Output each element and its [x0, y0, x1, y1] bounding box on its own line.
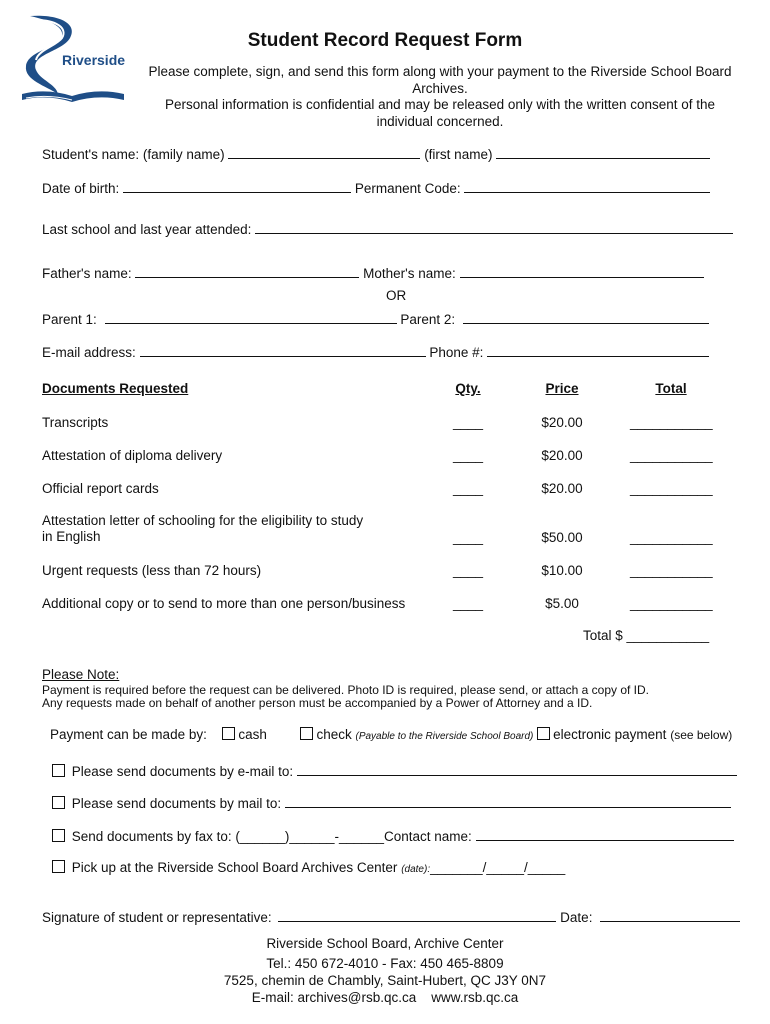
contact-row [42, 344, 709, 360]
total-header: Total [655, 381, 687, 396]
last-school-label: Last school and last year attended: [42, 222, 252, 237]
document-row-attestation-letter-line2: in English [42, 529, 101, 544]
document-row-additional-copy: Additional copy or to send to more than one person/business [42, 596, 406, 611]
qty-field[interactable]: ____ [452, 530, 484, 545]
total-field[interactable]: ___________ [630, 563, 713, 578]
footer-address: 7525, chemin de Chambly, Saint-Hubert, QC J3Y 0N7 [223, 973, 547, 988]
check-payable-note: (Payable to the Riverside School Board) [355, 731, 534, 742]
pickup-checkbox[interactable] [52, 860, 65, 873]
email-field[interactable] [140, 344, 426, 357]
check-label: check [316, 727, 352, 742]
father-name-label: Father's name: [42, 266, 132, 281]
dob-label: Date of birth: [42, 181, 120, 196]
qty-field[interactable]: ____ [452, 563, 484, 578]
student-name-row [42, 146, 710, 162]
date-field[interactable] [600, 909, 740, 922]
note-heading: Please Note: [42, 667, 120, 682]
parent-row [42, 311, 709, 327]
payment-row [50, 727, 732, 742]
first-name-label: (first name) [424, 147, 493, 162]
family-name-label: Student's name: (family name) [42, 147, 225, 162]
documents-header: Documents Requested [42, 381, 189, 396]
electronic-label: electronic payment [553, 727, 667, 742]
email-delivery-field[interactable] [297, 763, 737, 776]
qty-field[interactable]: ____ [452, 481, 484, 496]
check-checkbox[interactable] [300, 727, 313, 740]
page-title: Student Record Request Form [247, 30, 523, 51]
footer-contact[interactable]: E-mail: archives@rsb.qc.ca www.rsb.qc.ca [251, 990, 519, 1005]
phone-field[interactable] [487, 344, 709, 357]
last-school-field[interactable] [255, 221, 733, 234]
family-name-field[interactable] [228, 146, 420, 159]
price-value: $10.00 [541, 563, 583, 578]
grand-total[interactable]: Total $ ___________ [583, 628, 710, 643]
dob-row [42, 180, 710, 196]
document-row-diploma: Attestation of diploma delivery [42, 448, 223, 463]
date-label: Date: [560, 910, 593, 925]
document-row-urgent: Urgent requests (less than 72 hours) [42, 563, 262, 578]
parent1-field[interactable] [105, 311, 397, 324]
parent2-label: Parent 2: [400, 312, 456, 327]
email-delivery-label: Please send documents by e-mail to: [71, 764, 294, 779]
qty-field[interactable]: ____ [452, 448, 484, 463]
contact-name-field[interactable] [476, 828, 734, 841]
parent1-label: Parent 1: [42, 312, 97, 327]
mail-delivery-checkbox[interactable] [52, 796, 65, 809]
parent2-field[interactable] [463, 311, 709, 324]
delivery-fax-row [52, 828, 734, 844]
note-line-1: Payment is required before the request can be delivered. Photo ID is required, please send, or attach a copy of ID. [42, 683, 650, 697]
riverside-logo [16, 12, 134, 108]
qty-field[interactable]: ____ [452, 415, 484, 430]
document-row-report-cards: Official report cards [42, 481, 159, 496]
permanent-code-label: Permanent Code: [354, 181, 461, 196]
payment-label: Payment can be made by: [50, 727, 207, 742]
pickup-date-label: (date): [401, 864, 431, 875]
pickup-date-field[interactable]: _______/_____/_____ [430, 860, 566, 875]
qty-header: Qty. [455, 381, 481, 396]
parents-row [42, 265, 704, 281]
total-field[interactable]: ___________ [630, 415, 713, 430]
signature-label: Signature of student or representative: [42, 910, 272, 925]
delivery-pickup-row [52, 860, 565, 875]
price-value: $50.00 [541, 530, 583, 545]
fax-delivery-label: Send documents by fax to: (______)______-______Contact name: [71, 829, 472, 844]
intro-line-1: Please complete, sign, and send this form along with your payment to the Riverside School Board Archives. [148, 64, 732, 96]
mother-name-field[interactable] [460, 265, 704, 278]
footer-phone: Tel.: 450 672-4010 - Fax: 450 465-8809 [266, 956, 504, 971]
note-line-2: Any requests made on behalf of another person must be accompanied by a Power of Attorney and a ID. [42, 696, 593, 710]
total-field[interactable]: ___________ [630, 596, 713, 611]
signature-row [42, 909, 740, 925]
price-value: $20.00 [541, 448, 583, 463]
or-label: OR [386, 288, 407, 303]
price-value: $20.00 [541, 481, 583, 496]
total-field[interactable]: ___________ [630, 448, 713, 463]
phone-label: Phone #: [429, 345, 484, 360]
total-field[interactable]: ___________ [630, 530, 713, 545]
last-school-row [42, 221, 733, 237]
intro-line-2: Personal information is confidential and may be released only with the written consent of the individual concerned. [164, 97, 716, 129]
email-label: E-mail address: [42, 345, 136, 360]
cash-label: cash [238, 727, 267, 742]
electronic-note: (see below) [670, 728, 733, 742]
delivery-email-row [52, 763, 737, 779]
document-row-transcripts: Transcripts [42, 415, 109, 430]
price-header: Price [545, 381, 579, 396]
mail-delivery-field[interactable] [285, 795, 731, 808]
dob-field[interactable] [123, 180, 351, 193]
cash-checkbox[interactable] [222, 727, 235, 740]
intro-text [140, 64, 740, 130]
pickup-label: Pick up at the Riverside School Board Archives Center [71, 860, 398, 875]
delivery-mail-row [52, 795, 731, 811]
mail-delivery-label: Please send documents by mail to: [71, 796, 282, 811]
price-value: $20.00 [541, 415, 583, 430]
permanent-code-field[interactable] [464, 180, 710, 193]
fax-delivery-checkbox[interactable] [52, 829, 65, 842]
price-value: $5.00 [545, 596, 579, 611]
total-field[interactable]: ___________ [630, 481, 713, 496]
document-row-attestation-letter: Attestation letter of schooling for the eligibility to study [42, 513, 364, 528]
logo-text: Riverside [62, 52, 126, 68]
qty-field[interactable]: ____ [452, 596, 484, 611]
father-name-field[interactable] [135, 265, 359, 278]
signature-field[interactable] [278, 909, 556, 922]
footer-org: Riverside School Board, Archive Center [266, 936, 504, 951]
first-name-field[interactable] [496, 146, 710, 159]
mother-name-label: Mother's name: [363, 266, 456, 281]
email-delivery-checkbox[interactable] [52, 764, 65, 777]
electronic-checkbox[interactable] [537, 727, 550, 740]
